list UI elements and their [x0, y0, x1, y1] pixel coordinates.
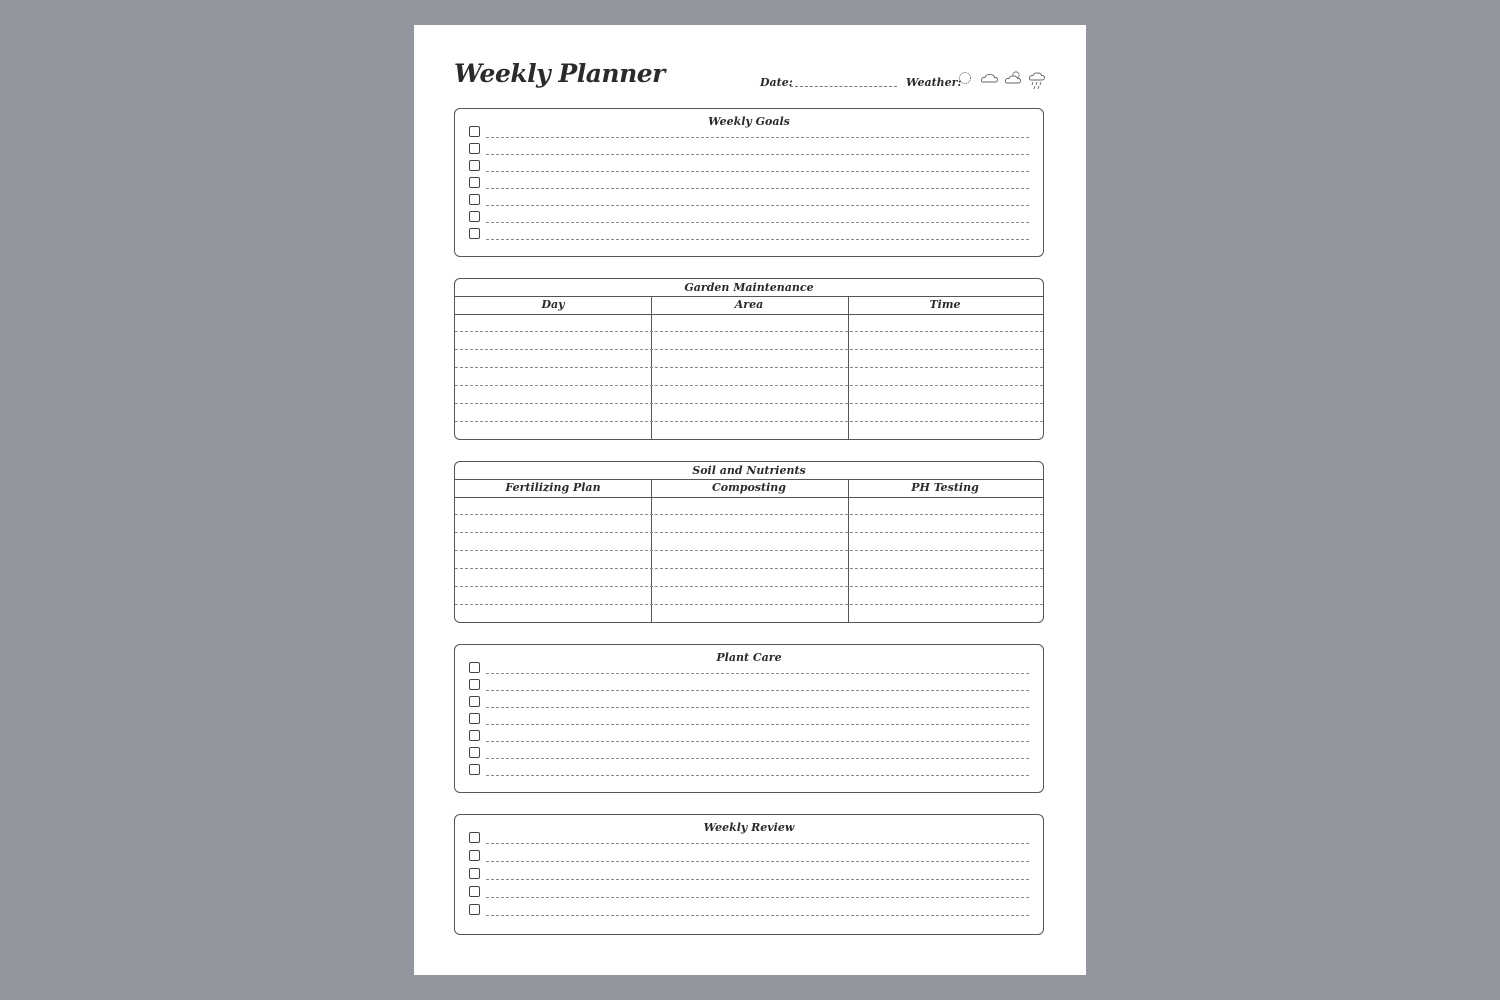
- goal-row[interactable]: [469, 124, 1029, 141]
- column-header-composting: Composting: [712, 481, 786, 494]
- table-row[interactable]: [455, 568, 1043, 569]
- weekly-review-section: [454, 814, 1044, 935]
- checkbox[interactable]: [469, 160, 480, 171]
- table-row[interactable]: [455, 367, 1043, 368]
- plant-care-row[interactable]: [469, 762, 1029, 779]
- plant-care-row[interactable]: [469, 660, 1029, 677]
- write-line[interactable]: [486, 879, 1029, 880]
- table-row[interactable]: [455, 331, 1043, 332]
- write-line[interactable]: [486, 673, 1029, 674]
- table-body[interactable]: [455, 497, 1043, 622]
- review-row[interactable]: [469, 902, 1029, 919]
- goal-row[interactable]: [469, 158, 1029, 175]
- plant-care-row[interactable]: [469, 745, 1029, 762]
- checkbox[interactable]: [469, 177, 480, 188]
- date-field[interactable]: [790, 86, 897, 87]
- checkbox[interactable]: [469, 850, 480, 861]
- plant-care-row[interactable]: [469, 728, 1029, 745]
- write-line[interactable]: [486, 154, 1029, 155]
- column-header-time: Time: [929, 298, 961, 311]
- checkbox[interactable]: [469, 868, 480, 879]
- write-line[interactable]: [486, 690, 1029, 691]
- checkbox[interactable]: [469, 713, 480, 724]
- table-row[interactable]: [455, 349, 1043, 350]
- write-line[interactable]: [486, 897, 1029, 898]
- write-line[interactable]: [486, 724, 1029, 725]
- plant-care-section: [454, 644, 1044, 793]
- date-label: Date:: [760, 76, 793, 89]
- plant-care-title: Plant Care: [716, 651, 782, 664]
- checkbox[interactable]: [469, 194, 480, 205]
- table-header: [455, 479, 1043, 498]
- write-line[interactable]: [486, 915, 1029, 916]
- partly-cloudy-icon[interactable]: [1004, 70, 1023, 86]
- table-row[interactable]: [455, 604, 1043, 605]
- soil-nutrients-section: [454, 461, 1044, 623]
- checkbox[interactable]: [469, 126, 480, 137]
- goal-row[interactable]: [469, 226, 1029, 243]
- column-header-area: Area: [734, 298, 764, 311]
- review-row[interactable]: [469, 884, 1029, 901]
- column-header-fertilizing-plan: Fertilizing Plan: [505, 481, 601, 494]
- review-row[interactable]: [469, 848, 1029, 865]
- weather-label: Weather:: [906, 76, 962, 89]
- garden-maintenance-section: [454, 278, 1044, 440]
- sun-icon[interactable]: [957, 70, 973, 86]
- plant-care-row[interactable]: [469, 694, 1029, 711]
- write-line[interactable]: [486, 843, 1029, 844]
- write-line[interactable]: [486, 758, 1029, 759]
- write-line[interactable]: [486, 239, 1029, 240]
- checkbox[interactable]: [469, 143, 480, 154]
- plant-care-row[interactable]: [469, 711, 1029, 728]
- plant-care-row[interactable]: [469, 677, 1029, 694]
- write-line[interactable]: [486, 222, 1029, 223]
- table-row[interactable]: [455, 403, 1043, 404]
- checkbox[interactable]: [469, 747, 480, 758]
- weekly-review-title: Weekly Review: [703, 821, 795, 834]
- review-row[interactable]: [469, 866, 1029, 883]
- rain-cloud-icon[interactable]: [1028, 70, 1047, 90]
- checkbox[interactable]: [469, 886, 480, 897]
- table-row[interactable]: [455, 532, 1043, 533]
- checkbox[interactable]: [469, 696, 480, 707]
- write-line[interactable]: [486, 861, 1029, 862]
- table-row[interactable]: [455, 550, 1043, 551]
- weekly-goals-section: [454, 108, 1044, 257]
- table-row[interactable]: [455, 385, 1043, 386]
- checkbox[interactable]: [469, 764, 480, 775]
- cloud-icon[interactable]: [980, 70, 999, 86]
- checkbox[interactable]: [469, 662, 480, 673]
- write-line[interactable]: [486, 171, 1029, 172]
- soil-nutrients-title: Soil and Nutrients: [455, 462, 1043, 480]
- checkbox[interactable]: [469, 904, 480, 915]
- write-line[interactable]: [486, 775, 1029, 776]
- goal-row[interactable]: [469, 209, 1029, 226]
- weekly-goals-title: Weekly Goals: [708, 115, 790, 128]
- table-header: [455, 296, 1043, 315]
- checkbox[interactable]: [469, 228, 480, 239]
- checkbox[interactable]: [469, 832, 480, 843]
- checkbox[interactable]: [469, 211, 480, 222]
- goal-row[interactable]: [469, 192, 1029, 209]
- table-body[interactable]: [455, 314, 1043, 439]
- review-row[interactable]: [469, 830, 1029, 847]
- column-header-ph-testing: PH Testing: [911, 481, 979, 494]
- goal-row[interactable]: [469, 175, 1029, 192]
- table-row[interactable]: [455, 586, 1043, 587]
- table-row[interactable]: [455, 514, 1043, 515]
- write-line[interactable]: [486, 707, 1029, 708]
- column-header-day: Day: [541, 298, 565, 311]
- page-title: Weekly Planner: [454, 59, 665, 88]
- write-line[interactable]: [486, 137, 1029, 138]
- planner-page: [414, 25, 1086, 975]
- checkbox[interactable]: [469, 730, 480, 741]
- goal-row[interactable]: [469, 141, 1029, 158]
- garden-maintenance-title: Garden Maintenance: [455, 279, 1043, 297]
- checkbox[interactable]: [469, 679, 480, 690]
- table-row[interactable]: [455, 421, 1043, 422]
- write-line[interactable]: [486, 188, 1029, 189]
- write-line[interactable]: [486, 741, 1029, 742]
- write-line[interactable]: [486, 205, 1029, 206]
